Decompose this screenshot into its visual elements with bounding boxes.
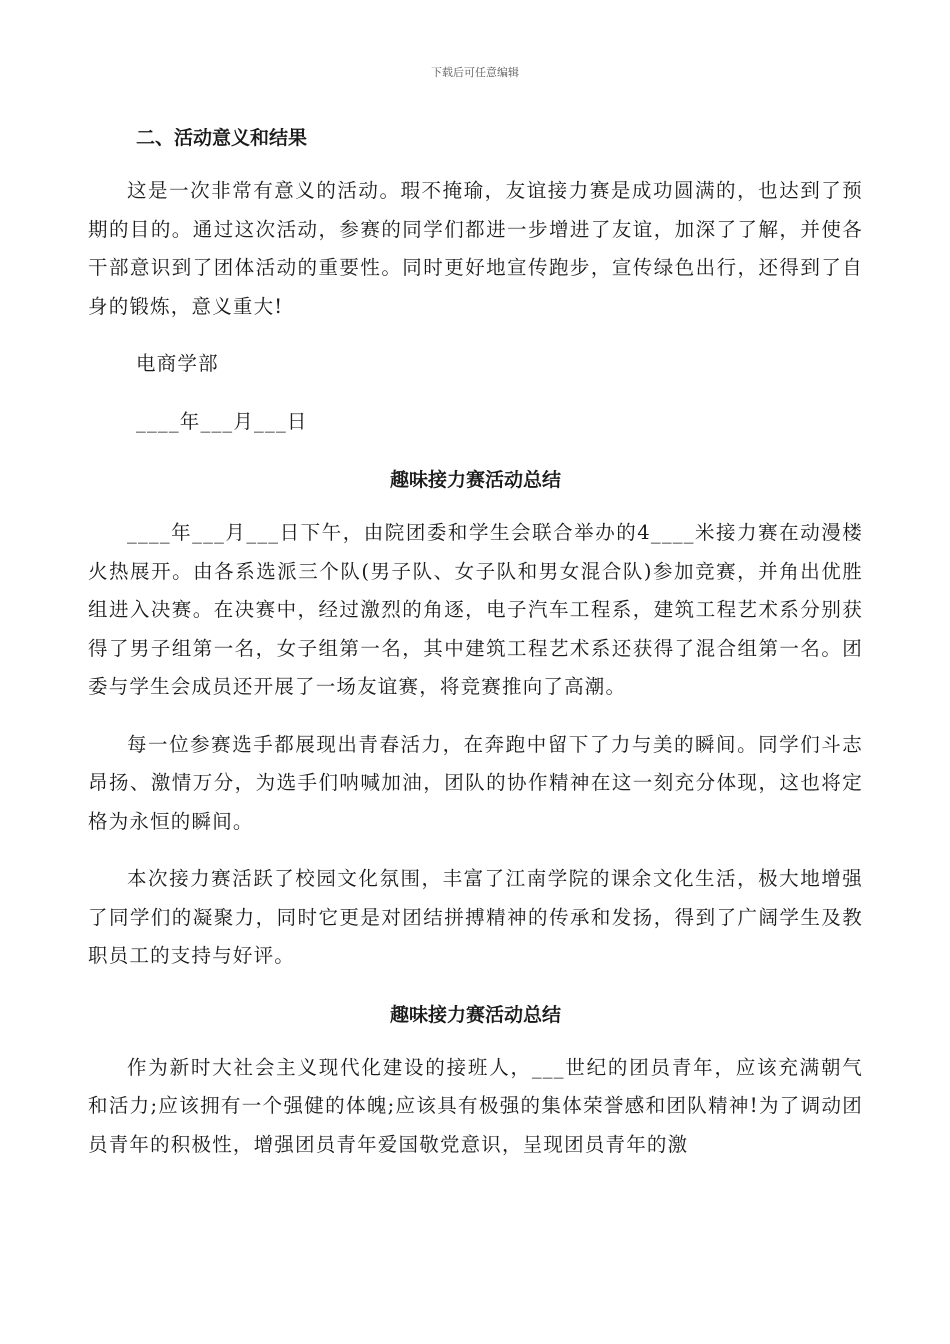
document-body	[88, 118, 863, 1183]
page-header-watermark: 下载后可任意编辑	[431, 66, 519, 79]
section-heading-significance: 二、活动意义和结果	[136, 127, 308, 149]
paragraph-relay-event: ____年___月___日下午，由院团委和学生会联合举办的4____米接力赛在动漫楼火热展开。由各系选派三个队(男子队、女子队和男女混合队)参加竞赛，并角出优胜组进入决赛。在决赛中，经过激烈的角逐，电子汽车工程系，建筑工程艺术系分别获得了男子组第一名，女子组第一名，其中建筑工程艺术系还获得了混合组第一名。团委与学生会成员还开展了一场友谊赛，将竞赛推向了高潮。	[88, 521, 863, 698]
paragraph-relay-impact: 本次接力赛活跃了校园文化氛围，丰富了江南学院的课余文化生活，极大地增强了同学们的凝聚力，同时它更是对团结拼搏精神的传承和发扬，得到了广阔学生及教职员工的支持与好评。	[88, 867, 863, 967]
signature-date: ____年___月___日	[136, 409, 308, 433]
section-title-relay-summary-2: 趣味接力赛活动总结	[389, 1003, 561, 1026]
signature-department: 电商学部	[136, 352, 219, 375]
section-title-relay-summary-1: 趣味接力赛活动总结	[389, 469, 561, 491]
paragraph-significance: 这是一次非常有意义的活动。瑕不掩瑜，友谊接力赛是成功圆满的，也达到了预期的目的。通过这次活动，参赛的同学们都进一步增进了友谊，加深了了解，并使各干部意识到了团体活动的重要性。同时更好地宣传跑步，宣传绿色出行，还得到了自身的锻炼，意义重大!	[88, 179, 863, 318]
paragraph-relay-spirit: 每一位参赛选手都展现出青春活力，在奔跑中留下了力与美的瞬间。同学们斗志昂扬、激情万分，为选手们呐喊加油，团队的协作精神在这一刻充分体现，这也将定格为永恒的瞬间。	[88, 732, 863, 833]
paragraph-youth-intro: 作为新时大社会主义现代化建设的接班人，___世纪的团员青年，应该充满朝气和活力;应该拥有一个强健的体魄;应该具有极强的集体荣誉感和团队精神!为了调动团员青年的积极性，增强团员青年爱国敬党意识，呈现团员青年的激	[88, 1055, 863, 1156]
